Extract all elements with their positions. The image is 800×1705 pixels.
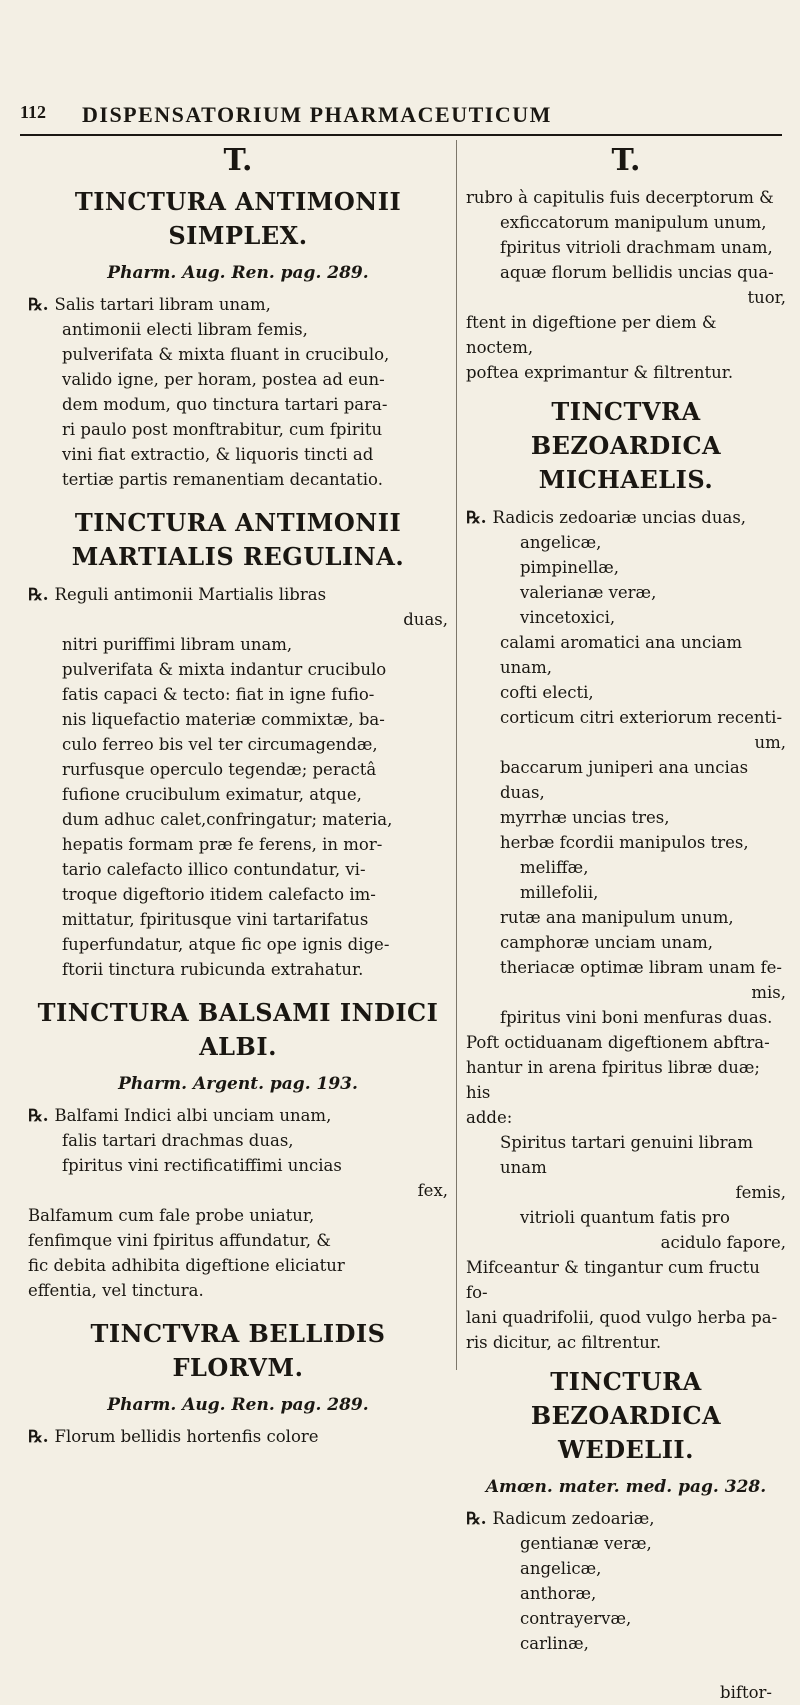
- heading-tinctura-bezoardica-wedelii: TINCTURA BEZOARDICA WEDELII.: [530, 1367, 722, 1464]
- column-divider: [456, 140, 457, 1370]
- text-line: acidulo fapore,: [660, 1233, 786, 1252]
- text-line: valido igne, per horam, postea ad eun-: [62, 370, 385, 389]
- recipe-line: ℞. Reguli antimonii Martialis libras: [28, 585, 327, 604]
- text-line: vitrioli quantum fatis pro: [520, 1208, 730, 1227]
- text-line: falis tartari drachmas duas,: [62, 1131, 294, 1150]
- heading-tinctura-antimonii-simplex: TINCTURA ANTIMONII SIMPLEX.: [74, 187, 402, 250]
- text-line: culo ferreo bis vel ter circumagendæ,: [62, 735, 378, 754]
- text-line: poftea exprimantur & filtrentur.: [466, 363, 734, 382]
- text-line: fuperfundatur, atque fic ope ignis dige-: [62, 935, 390, 954]
- text-line: troque digeftorio itidem calefacto im-: [62, 885, 376, 904]
- text-line: ri paulo post monftrabitur, cum fpiritu: [62, 420, 383, 439]
- text-line: baccarum juniperi ana uncias duas,: [500, 758, 749, 802]
- text-line: fex,: [417, 1181, 448, 1200]
- ingredient-line: carlinæ,: [520, 1634, 589, 1653]
- recipe-line: ℞. Florum bellidis hortenfis colore: [28, 1427, 319, 1446]
- text-line: fpiritus vini boni menfuras duas.: [500, 1008, 773, 1027]
- text-line: rutæ ana manipulum unum,: [500, 908, 734, 927]
- source-reference: Pharm. Aug. Ren. pag. 289.: [107, 263, 369, 283]
- text-line: hepatis formam præ fe ferens, in mor-: [62, 835, 383, 854]
- heading-tinctura-balsami: TINCTURA BALSAMI INDICI ALBI.: [37, 998, 439, 1061]
- text-line: rubro à capitulis fuis decerptorum &: [466, 188, 774, 207]
- text-line: ftorii tinctura rubicunda extrahatur.: [62, 960, 364, 979]
- recipe-line: ℞. Balfami Indici albi unciam unam,: [28, 1106, 332, 1125]
- text-line: pulverifata & mixta fluant in crucibulo,: [62, 345, 390, 364]
- recipe-symbol: ℞.: [28, 1427, 49, 1446]
- page-number: 112: [20, 102, 47, 122]
- ingredient-line: angelicæ,: [520, 1559, 602, 1578]
- text-line: Spiritus tartari genuini libram unam: [500, 1133, 754, 1177]
- recipe-symbol: ℞.: [28, 295, 49, 314]
- heading-tinctura-bellidis: TINCTVRA BELLIDIS FLORVM.: [90, 1319, 386, 1382]
- text-line: corticum citri exteriorum recenti-: [500, 708, 783, 727]
- text-line: theriacæ optimæ libram unam fe-: [500, 958, 782, 977]
- ingredient-line: pimpinellæ,: [520, 558, 620, 577]
- text-line: tario calefacto illico contundatur, vi-: [62, 860, 366, 879]
- text-line: exficcatorum manipulum unum,: [500, 213, 767, 232]
- text-line: herbæ fcordii manipulos tres,: [500, 833, 749, 852]
- right-column: [466, 145, 786, 1705]
- section-letter: T.: [223, 143, 253, 178]
- text-line: fufione crucibulum eximatur, atque,: [62, 785, 362, 804]
- text-line: fenfimque vini fpiritus affundatur, &: [28, 1231, 331, 1250]
- text-line: duas,: [403, 610, 448, 629]
- ingredient-line: meliffæ,: [520, 858, 589, 877]
- text-line: Poft octiduanam digeftionem abftra-: [466, 1033, 770, 1052]
- ingredient-line: anthoræ,: [520, 1584, 597, 1603]
- ingredient-line: contrayervæ,: [520, 1609, 632, 1628]
- text-line: lani quadrifolii, quod vulgo herba pa-: [466, 1308, 778, 1327]
- text-line: mis,: [751, 983, 786, 1002]
- text-line: nitri puriffimi libram unam,: [62, 635, 293, 654]
- left-column: [28, 145, 448, 1449]
- recipe-line: ℞. Radicum zedoariæ,: [466, 1509, 655, 1528]
- recipe-symbol: ℞.: [466, 508, 487, 527]
- text-line: rurfusque operculo tegendæ; peractâ: [62, 760, 377, 779]
- text-line: fpiritus vini rectificatiffimi uncias: [62, 1156, 342, 1175]
- text-line: dem modum, quo tinctura tartari para-: [62, 395, 388, 414]
- heading-tinctura-bezoardica-michaelis: TINCTVRA BEZOARDICA MICHAELIS.: [530, 397, 722, 494]
- text-line: fpiritus vitrioli drachmam unam,: [500, 238, 773, 257]
- text-line: camphoræ unciam unam,: [500, 933, 713, 952]
- source-reference: Pharm. Aug. Ren. pag. 289.: [107, 1395, 369, 1415]
- running-title: DISPENSATORIUM PHARMACEUTICUM: [82, 102, 552, 127]
- text-line: aquæ florum bellidis uncias qua-: [500, 263, 774, 282]
- text-line: tuor,: [747, 288, 786, 307]
- ingredient-line: vincetoxici,: [520, 608, 616, 627]
- text-line: hantur in arena fpiritus libræ duæ; his: [466, 1058, 760, 1102]
- source-reference: Amœn. mater. med. pag. 328.: [485, 1477, 767, 1497]
- ingredient-line: angelicæ,: [520, 533, 602, 552]
- page-header: [20, 102, 780, 130]
- text-line: myrrhæ uncias tres,: [500, 808, 670, 827]
- ingredient-line: valerianæ veræ,: [520, 583, 657, 602]
- heading-tinctura-antimonii-martialis: TINCTURA ANTIMONII MARTIALIS REGULINA.: [71, 508, 405, 571]
- text-line: vini fiat extractio, & liquoris tincti ad: [62, 445, 374, 464]
- text-line: nis liquefactio materiæ commixtæ, ba-: [62, 710, 385, 729]
- text-line: adde:: [466, 1108, 513, 1127]
- text-line: Balfamum cum fale probe uniatur,: [28, 1206, 315, 1225]
- text-line: femis,: [735, 1183, 786, 1202]
- recipe-line: ℞. Radicis zedoariæ uncias duas,: [466, 508, 747, 527]
- text-line: Mifceantur & tingantur cum fructu fo-: [466, 1258, 760, 1302]
- text-line: dum adhuc calet,confringatur; materia,: [62, 810, 393, 829]
- catchword: biftor-: [720, 1683, 772, 1702]
- source-reference: Pharm. Argent. pag. 193.: [118, 1074, 358, 1094]
- text-line: fic debita adhibita digeftione eliciatur: [28, 1256, 345, 1275]
- recipe-symbol: ℞.: [466, 1509, 487, 1528]
- recipe-symbol: ℞.: [28, 1106, 49, 1125]
- text-line: effentia, vel tinctura.: [28, 1281, 204, 1300]
- text-line: ris dicitur, ac filtrentur.: [466, 1333, 662, 1352]
- text-line: antimonii electi libram femis,: [62, 320, 308, 339]
- text-line: mittatur, fpiritusque vini tartarifatus: [62, 910, 369, 929]
- text-line: pulverifata & mixta indantur crucibulo: [62, 660, 387, 679]
- text-line: calami aromatici ana unciam unam,: [500, 633, 742, 677]
- ingredient-line: gentianæ veræ,: [520, 1534, 652, 1553]
- ingredient-line: millefolii,: [520, 883, 599, 902]
- text-line: ftent in digeftione per diem & noctem,: [466, 313, 717, 357]
- section-letter: T.: [611, 143, 641, 178]
- text-line: cofti electi,: [500, 683, 594, 702]
- text-line: fatis capaci & tecto: fiat in igne fufio-: [62, 685, 375, 704]
- recipe-line: ℞. Salis tartari libram unam,: [28, 295, 271, 314]
- recipe-symbol: ℞.: [28, 585, 49, 604]
- text-line: um,: [754, 733, 786, 752]
- header-rule: [20, 134, 782, 136]
- text-line: tertiæ partis remanentiam decantatio.: [62, 470, 383, 489]
